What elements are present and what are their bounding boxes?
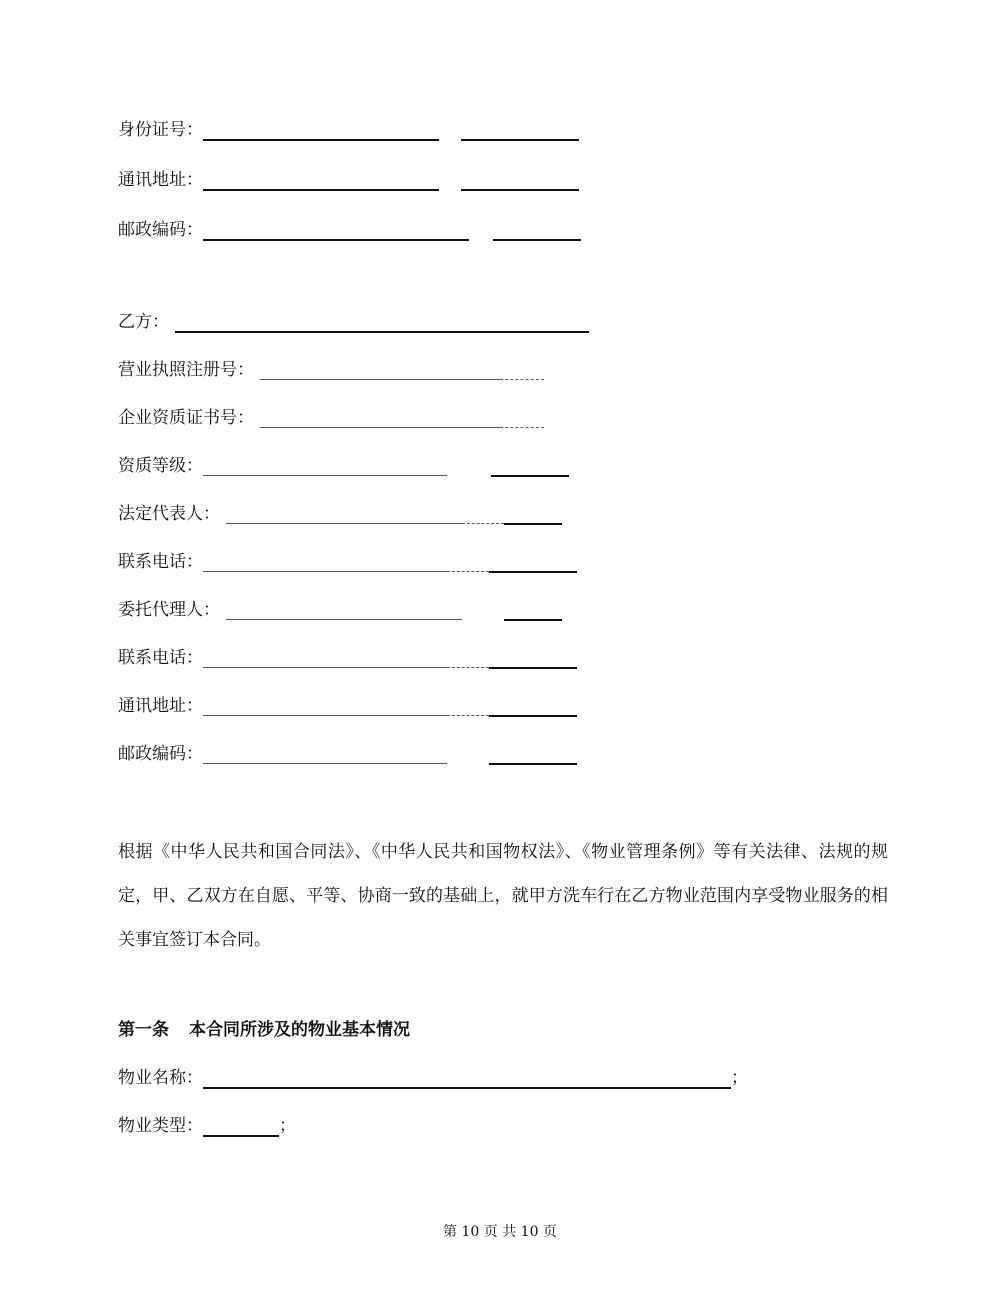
field-contact-phone-2 (118, 646, 577, 670)
fill-blank[interactable] (489, 715, 577, 717)
fill-blank-dashed (500, 379, 544, 380)
fill-blank[interactable] (504, 523, 562, 525)
fill-blank[interactable] (226, 523, 462, 524)
article-title: 本合同所涉及的物业基本情况 (189, 1020, 410, 1040)
field-postal-code-b (118, 742, 577, 766)
fill-blank-dashed (462, 523, 504, 524)
field-business-license (118, 358, 544, 382)
fill-blank-dashed (500, 427, 544, 428)
fill-blank[interactable] (203, 667, 447, 668)
field-mailing-address (118, 168, 579, 192)
page-footer: 第 10 页 共 10 页 (443, 1224, 557, 1240)
fill-blank-dashed (447, 571, 489, 572)
fill-blank[interactable] (203, 1135, 279, 1137)
fill-blank[interactable] (226, 619, 462, 620)
fill-blank[interactable] (504, 619, 562, 621)
field-id-number (118, 118, 579, 142)
fill-blank[interactable] (203, 715, 447, 716)
fill-blank[interactable] (491, 475, 569, 477)
field-label: 物业类型： (118, 1116, 203, 1136)
fill-blank[interactable] (489, 763, 577, 765)
field-property-name (118, 1066, 748, 1090)
field-qualification-level (118, 454, 569, 478)
fill-blank[interactable] (203, 239, 469, 241)
party-b-label: 乙方： (118, 312, 169, 332)
field-label: 企业资质证书号： (118, 408, 254, 428)
field-property-type (118, 1114, 296, 1138)
fill-blank[interactable] (175, 331, 589, 333)
fill-blank[interactable] (203, 763, 447, 764)
field-label: 联系电话： (118, 648, 203, 668)
field-legal-representative (118, 502, 562, 526)
fill-blank[interactable] (489, 571, 577, 573)
field-label: 身份证号： (118, 120, 203, 140)
field-label: 通讯地址： (118, 170, 203, 190)
fill-blank[interactable] (461, 189, 579, 191)
fill-blank[interactable] (203, 139, 439, 141)
fill-blank[interactable] (489, 667, 577, 669)
field-contact-phone (118, 550, 577, 574)
field-label: 联系电话： (118, 552, 203, 572)
field-label: 法定代表人： (118, 504, 220, 524)
article-1-heading (118, 1018, 410, 1042)
party-b-line (118, 310, 589, 334)
fill-blank[interactable] (203, 475, 447, 476)
preamble-paragraph: 根据《中华人民共和国合同法》、《中华人民共和国物权法》、《物业管理条例》等有关法律、法规的规定，甲、乙双方在自愿、平等、协商一致的基础上，就甲方洗车行在乙方物业范围内享受物业服务的相关事宜签订本合同。 (118, 842, 888, 950)
fill-blank-dashed (447, 715, 489, 716)
field-label: 物业名称： (118, 1068, 203, 1088)
fill-blank[interactable] (203, 189, 439, 191)
fill-blank[interactable] (461, 139, 579, 141)
fill-blank[interactable] (493, 239, 581, 241)
field-postal-code (118, 218, 581, 242)
field-qualification-cert (118, 406, 544, 430)
field-authorized-agent (118, 598, 562, 622)
field-label: 邮政编码： (118, 744, 203, 764)
field-label: 资质等级： (118, 456, 203, 476)
fill-blank[interactable] (260, 427, 500, 428)
field-label: 邮政编码： (118, 220, 203, 240)
article-number: 第一条 (118, 1020, 169, 1040)
field-mailing-address-b (118, 694, 577, 718)
field-label: 通讯地址： (118, 696, 203, 716)
fill-blank[interactable] (260, 379, 500, 380)
fill-blank[interactable] (203, 1087, 731, 1089)
field-suffix: ； (279, 1116, 296, 1136)
field-label: 营业执照注册号： (118, 360, 254, 380)
field-suffix: ； (731, 1068, 748, 1088)
fill-blank-dashed (447, 667, 489, 668)
field-label: 委托代理人： (118, 600, 220, 620)
fill-blank[interactable] (203, 571, 447, 572)
